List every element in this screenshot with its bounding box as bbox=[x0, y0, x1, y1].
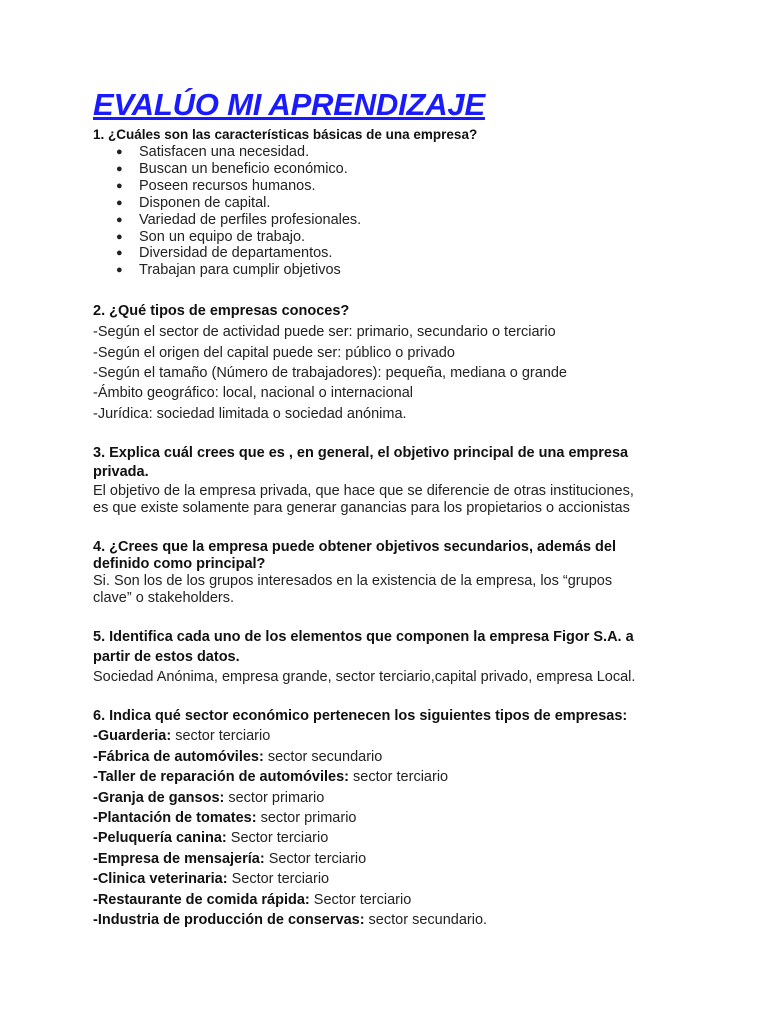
sector-row bbox=[93, 890, 693, 910]
document-content bbox=[93, 86, 693, 930]
list-item bbox=[93, 195, 693, 212]
answer-line: -Según el tamaño (Número de trabajadores): pequeña, mediana o grande bbox=[93, 365, 567, 382]
page-title: EVALÚO MI APRENDIZAJE bbox=[93, 87, 485, 122]
sector-row-label: -Taller de reparación de automóviles: bbox=[93, 769, 349, 786]
question-4-line-1: 4. ¿Crees que la empresa puede obtener objetivos secundarios, además del bbox=[93, 539, 616, 556]
question-4-section bbox=[93, 539, 693, 607]
sector-row bbox=[93, 767, 693, 787]
sector-row-value: Sector terciario bbox=[264, 850, 367, 867]
bullet-icon: ● bbox=[116, 264, 123, 277]
sector-row-label: -Plantación de tomates: bbox=[93, 809, 257, 826]
question-5-line-2: partir de estos datos. bbox=[93, 649, 240, 666]
answer-3-line-1: El objetivo de la empresa privada, que hace que se diferencie de otras instituciones, bbox=[93, 483, 634, 500]
sector-row-value: sector secundario. bbox=[364, 911, 488, 928]
sector-row bbox=[93, 726, 693, 746]
sector-row-value: sector secundario bbox=[263, 748, 383, 765]
question-1-bullet-list bbox=[93, 144, 693, 279]
sector-row-value: Sector terciario bbox=[309, 891, 412, 908]
list-item-text: Diversidad de departamentos. bbox=[139, 245, 333, 262]
sector-row-label: -Granja de gansos: bbox=[93, 789, 225, 806]
answer-line: -Según el sector de actividad puede ser: primario, secundario o terciario bbox=[93, 324, 556, 341]
list-item-text: Satisfacen una necesidad. bbox=[139, 144, 310, 160]
sector-row-value: sector primario bbox=[224, 789, 325, 806]
question-2: 2. ¿Qué tipos de empresas conoces? bbox=[93, 303, 350, 320]
sector-row-label: -Industria de producción de conservas: bbox=[93, 911, 365, 928]
question-6-section bbox=[93, 708, 693, 930]
sector-row-label: -Clinica veterinaria: bbox=[93, 871, 228, 888]
answer-line: -Ámbito geográfico: local, nacional o internacional bbox=[93, 385, 413, 402]
list-item bbox=[93, 144, 693, 161]
list-item-text: Trabajan para cumplir objetivos bbox=[139, 262, 341, 279]
question-3-line-1: 3. Explica cuál crees que es , en general, el objetivo principal de una empresa bbox=[93, 445, 629, 462]
list-item bbox=[93, 161, 693, 178]
sector-row bbox=[93, 828, 693, 848]
sector-row-value: sector terciario bbox=[348, 769, 449, 786]
bullet-icon: ● bbox=[116, 247, 123, 260]
list-item-text: Variedad de perfiles profesionales. bbox=[139, 211, 362, 228]
list-item-text: Buscan un beneficio económico. bbox=[139, 160, 348, 177]
bullet-icon: ● bbox=[116, 213, 123, 226]
list-item-text: Disponen de capital. bbox=[139, 194, 271, 211]
question-3-line-2: privada. bbox=[93, 464, 149, 481]
question-2-section bbox=[93, 303, 693, 424]
question-3-section bbox=[93, 445, 693, 517]
bullet-icon: ● bbox=[116, 196, 123, 209]
sector-row bbox=[93, 808, 693, 828]
question-6: 6. Indica qué sector económico pertenecen los siguientes tipos de empresas: bbox=[93, 708, 628, 725]
answer-line: -Jurídica: sociedad limitada o sociedad anónima. bbox=[93, 405, 407, 422]
sector-row-label: -Peluquería canina: bbox=[93, 830, 227, 847]
bullet-icon: ● bbox=[116, 162, 123, 175]
bullet-icon: ● bbox=[116, 230, 123, 243]
sector-row-value: Sector terciario bbox=[227, 871, 330, 888]
answer-3-line-2: es que existe solamente para generar ganancias para los propietarios o accionistas bbox=[93, 500, 630, 517]
question-1: 1. ¿Cuáles son las características básicas de una empresa? bbox=[93, 127, 478, 142]
sector-row-label: -Restaurante de comida rápida: bbox=[93, 891, 310, 908]
sector-row bbox=[93, 849, 693, 869]
bullet-icon: ● bbox=[116, 179, 123, 192]
answer-5: Sociedad Anónima, empresa grande, sector terciario,capital privado, empresa Local. bbox=[93, 669, 636, 686]
sector-row bbox=[93, 910, 693, 930]
sector-row-value: sector terciario bbox=[171, 728, 271, 745]
list-item bbox=[93, 229, 693, 246]
answer-4-line-1: Si. Son los de los grupos interesados en la existencia de la empresa, los “grupos bbox=[93, 573, 613, 590]
answer-4-line-2: clave” o stakeholders. bbox=[93, 590, 235, 607]
question-5-section bbox=[93, 629, 693, 686]
list-item bbox=[93, 262, 693, 279]
sector-row-label: -Empresa de mensajería: bbox=[93, 850, 265, 867]
sector-row-value: sector primario bbox=[256, 809, 357, 826]
question-1-section bbox=[93, 127, 693, 279]
answer-line: -Según el origen del capital puede ser: público o privado bbox=[93, 344, 455, 361]
list-item bbox=[93, 178, 693, 195]
list-item bbox=[93, 245, 693, 262]
list-item bbox=[93, 212, 693, 229]
question-5-line-1: 5. Identifica cada uno de los elementos que componen la empresa Figor S.A. a bbox=[93, 629, 634, 646]
question-4-line-2: definido como principal? bbox=[93, 556, 266, 573]
bullet-icon: ● bbox=[116, 146, 123, 158]
sector-row bbox=[93, 747, 693, 767]
sector-row-label: -Guarderia: bbox=[93, 728, 172, 745]
list-item-text: Son un equipo de trabajo. bbox=[139, 228, 306, 245]
sector-row bbox=[93, 869, 693, 889]
sector-row-value: Sector terciario bbox=[226, 830, 329, 847]
sector-row bbox=[93, 788, 693, 808]
list-item-text: Poseen recursos humanos. bbox=[139, 177, 316, 194]
sector-row-label: -Fábrica de automóviles: bbox=[93, 748, 264, 765]
